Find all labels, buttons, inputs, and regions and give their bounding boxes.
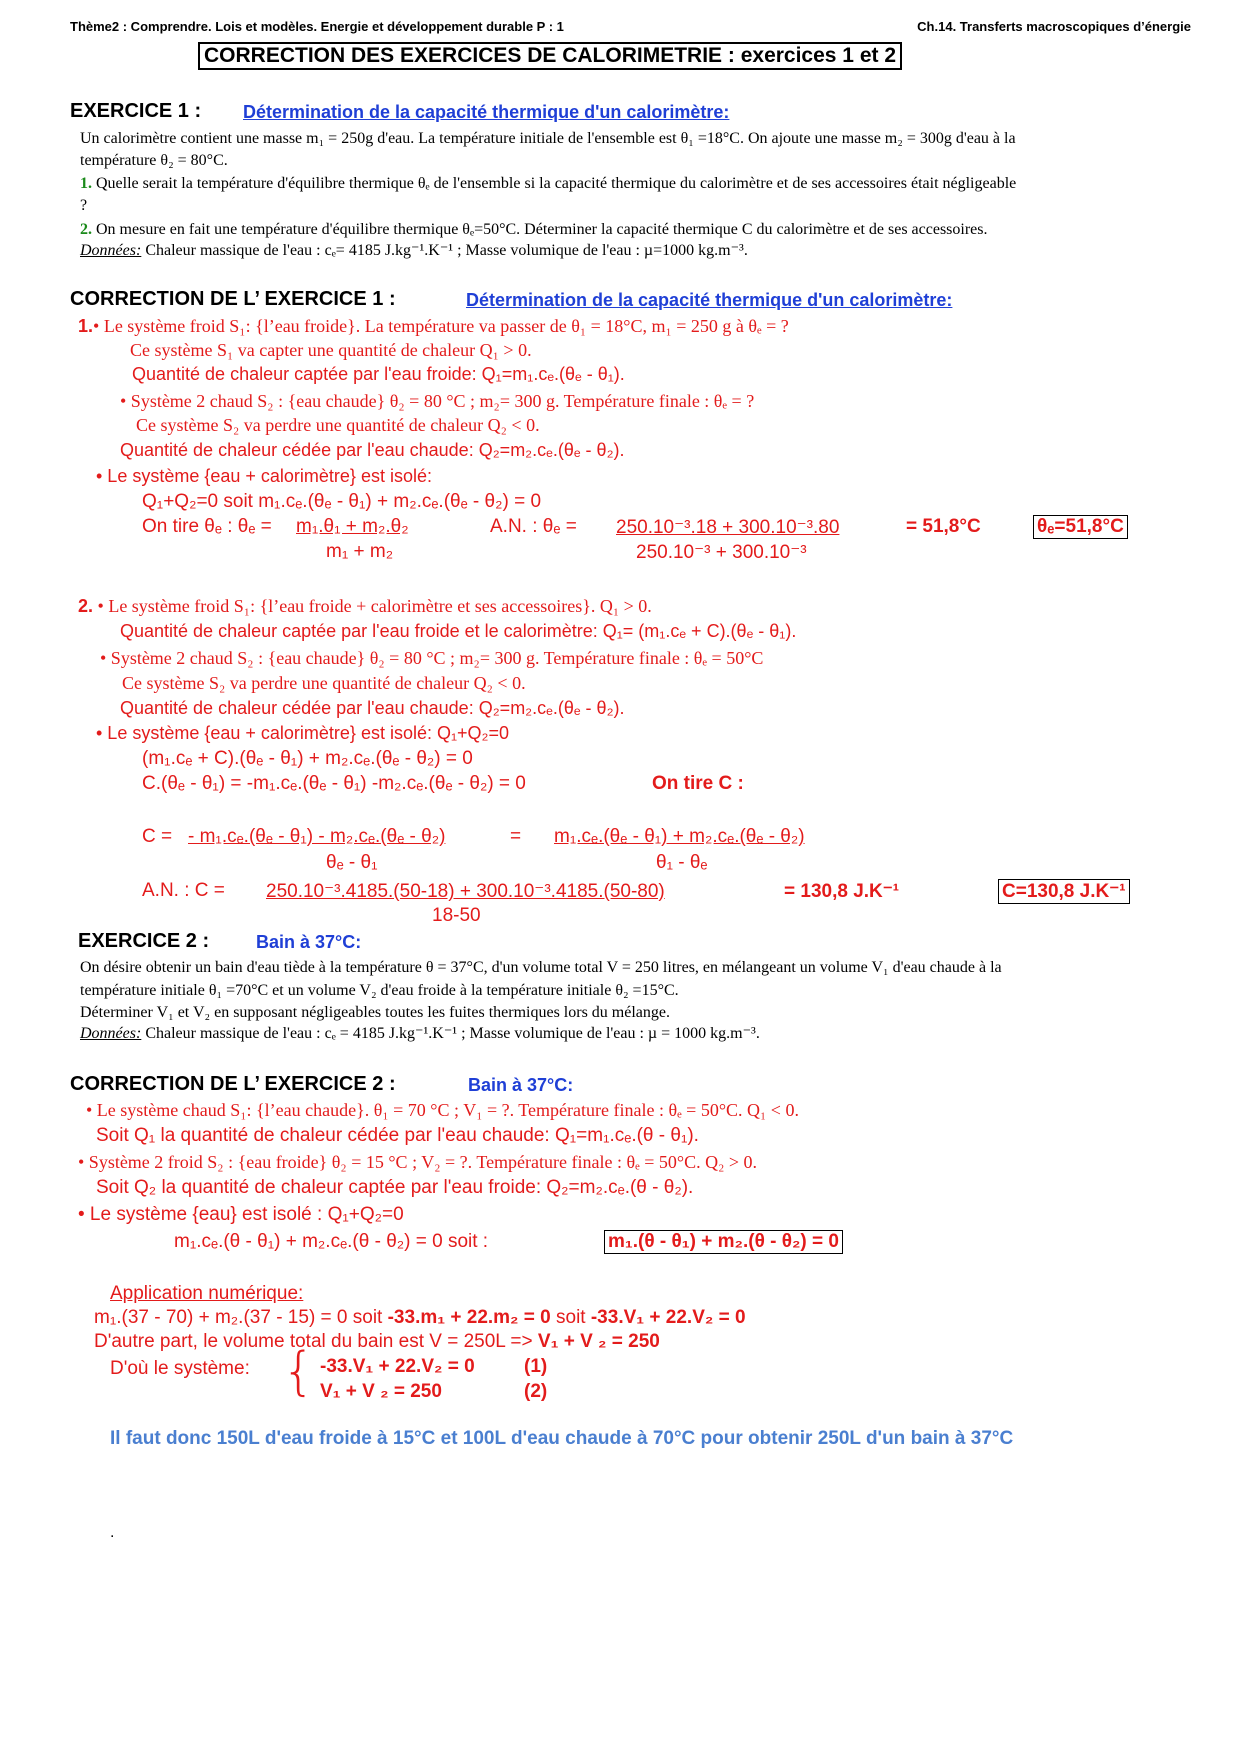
- ex1-q2-number: 2.: [80, 221, 92, 238]
- corr2-an-l1a: m₁.(37 - 70) + m₂.(37 - 15) = 0 soit: [94, 1307, 388, 1328]
- ex1-subtitle: Détermination de la capacité thermique d'un calorimètre:: [243, 102, 730, 122]
- corr1-p2-an: A.N. : C =: [142, 880, 225, 901]
- corr2-line1: • Le système chaud S₁: {l’eau chaude}. θ₁ = 70 °C ; V₁ = ?. Température finale : θₑ = 50°C. Q₁ < 0.: [86, 1100, 799, 1120]
- corr2-line5: • Le système {eau} est isolé : Q₁+Q₂=0: [78, 1204, 404, 1225]
- corr1-p2-an-den: 18-50: [432, 905, 481, 926]
- corr2-an-l1d: -33.V₁ + 22.V₂ = 0: [590, 1307, 746, 1328]
- corr1-p1-equation: Q₁+Q₂=0 soit m₁.cₑ.(θₑ - θ₁) + m₂.cₑ.(θₑ - θ₂) = 0: [142, 491, 542, 512]
- corr1-p2-an-num: 250.10⁻³.4185.(50-18) + 300.10⁻³.4185.(50-80): [266, 881, 665, 902]
- corr1-p2-line8: C.(θₑ - θ₁) = -m₁.cₑ.(θₑ - θ₁) -m₂.cₑ.(θₑ - θ₂) = 0: [142, 773, 526, 794]
- corr1-p2-frac2-num: m₁.cₑ.(θₑ - θ₁) + m₂.cₑ.(θₑ - θ₂): [554, 826, 805, 847]
- corr2-an-l2a: D'autre part, le volume total du bain est V = 250L =>: [94, 1331, 538, 1352]
- corr2-conclusion: Il faut donc 150L d'eau froide à 15°C et 100L d'eau chaude à 70°C pour obtenir 250L d'un bain à 37°C: [110, 1428, 1014, 1449]
- corr2-line6-box: m₁.(θ - θ₁) + m₂.(θ - θ₂) = 0: [604, 1230, 843, 1254]
- corr1-p1-number: 1.: [78, 316, 94, 336]
- corr2-an-l1c: soit: [550, 1307, 591, 1328]
- header-left: Thème2 : Comprendre. Lois et modèles. Energie et développement durable P : 1: [70, 19, 564, 34]
- corr1-p1-result-box: θₑ=51,8°C: [1033, 515, 1128, 539]
- corr2-an-line1: [94, 1307, 746, 1329]
- corr1-p2-equals: =: [510, 826, 522, 847]
- ex1-question2: [80, 219, 988, 240]
- corr2-system-eq2-num: (2): [524, 1381, 548, 1402]
- corr1-p1-line3: Quantité de chaleur captée par l'eau froide: Q₁=m₁.cₑ.(θₑ - θ₁).: [132, 364, 625, 384]
- corr1-p1-line2: Ce système S₁ va capter une quantité de chaleur Q₁ > 0.: [130, 340, 532, 360]
- corr2-label: CORRECTION DE L’ EXERCICE 2 :: [70, 1073, 396, 1095]
- corr1-p2-on-tire: On tire C :: [652, 773, 744, 794]
- corr2-system-eq2: V₁ + V ₂ = 250: [320, 1381, 442, 1402]
- corr2-an-l2b: V₁ + V ₂ = 250: [537, 1331, 660, 1352]
- corr1-p2-line5: Quantité de chaleur cédée par l'eau chaude: Q₂=m₂.cₑ.(θₑ - θ₂).: [120, 698, 625, 718]
- corr2-subtitle: Bain à 37°C:: [468, 1075, 574, 1095]
- corr1-p2-line3: • Système 2 chaud S₂ : {eau chaude} θ₂ = 80 °C ; m₂= 300 g. Température finale : θₑ = 50°C: [100, 648, 764, 668]
- corr1-p2-frac2-den: θ₁ - θₑ: [656, 852, 708, 873]
- corr1-p2-frac1-num: - m₁.cₑ.(θₑ - θ₁) - m₂.cₑ.(θₑ - θ₂): [188, 826, 446, 847]
- corr2-line6: m₁.cₑ.(θ - θ₁) + m₂.cₑ.(θ - θ₂) = 0 soit :: [174, 1231, 489, 1252]
- ex1-question1-end: ?: [80, 197, 88, 214]
- corr2-line2: Soit Q₁ la quantité de chaleur cédée par l'eau chaude: Q₁=m₁.cₑ.(θ - θ₁).: [96, 1125, 699, 1146]
- corr1-p1-line6: Quantité de chaleur cédée par l'eau chaude: Q₂=m₂.cₑ.(θₑ - θ₂).: [120, 440, 625, 460]
- ex2-line3: Déterminer V₁ et V₂ en supposant négligeables toutes les fuites thermiques lors du mélange.: [80, 1004, 670, 1021]
- ex2-subtitle: Bain à 37°C:: [256, 932, 362, 952]
- ex1-line1: Un calorimètre contient une masse m₁ = 250g d'eau. La température initiale de l'ensemble est θ₁ =18°C. On ajoute une masse m₂ = 300g d'eau à la: [80, 130, 1016, 147]
- corr2-line3: • Système 2 froid S₂ : {eau froide} θ₂ = 15 °C ; V₂ = ?. Température finale : θₑ = 50°C. Q₂ > 0.: [78, 1152, 758, 1172]
- ex1-data-label: Données:: [80, 242, 142, 259]
- page-title: CORRECTION DES EXERCICES DE CALORIMETRIE : exercices 1 et 2: [198, 42, 902, 70]
- corr1-p1-line5: Ce système S₂ va perdre une quantité de chaleur Q₂ < 0.: [136, 415, 540, 435]
- ex1-q1-text: Quelle serait la température d'équilibre thermique θₑ de l'ensemble si la capacité thermique du calorimètre et de ses accessoires était négligeable: [92, 175, 1017, 192]
- corr1-p1-frac-num: m₁.θ₁ + m₂.θ₂: [296, 516, 409, 537]
- corr1-p1-line4: • Système 2 chaud S₂ : {eau chaude} θ₂ = 80 °C ; m₂= 300 g. Température finale : θₑ = ?: [120, 391, 755, 411]
- corr1-p1-an-num: 250.10⁻³.18 + 300.10⁻³.80: [616, 517, 840, 538]
- corr1-p2-line2: Quantité de chaleur captée par l'eau froide et le calorimètre: Q₁= (m₁.cₑ + C).(θₑ - θ₁).: [120, 621, 797, 641]
- header-right: Ch.14. Transferts macroscopiques d’énergie: [917, 19, 1191, 34]
- corr2-an-label: Application numérique:: [110, 1283, 304, 1304]
- corr1-p1-an-den: 250.10⁻³ + 300.10⁻³: [636, 542, 807, 563]
- ex2-line1: On désire obtenir un bain d'eau tiède à la température θ = 37°C, d'un volume total V = 250 litres, en mélangeant un volume V₁ d'eau chaude à la: [80, 959, 1002, 976]
- ex2-label: EXERCICE 2 :: [78, 930, 210, 952]
- corr1-p1-on-tire: On tire θₑ : θₑ =: [142, 516, 272, 537]
- corr1-p2-c: C =: [142, 826, 173, 847]
- corr1-p2-line4: Ce système S₂ va perdre une quantité de chaleur Q₂ < 0.: [122, 673, 526, 693]
- corr1-p1-an: A.N. : θₑ =: [490, 516, 577, 537]
- corr2-line4: Soit Q₂ la quantité de chaleur captée par l'eau froide: Q₂=m₂.cₑ.(θ - θ₂).: [96, 1177, 694, 1198]
- corr2-system-eq1-num: (1): [524, 1356, 548, 1377]
- corr1-p2-number: 2.: [78, 596, 94, 616]
- ex2-data: [80, 1023, 760, 1044]
- corr1-label: CORRECTION DE L’ EXERCICE 1 :: [70, 288, 396, 310]
- ex1-line2: température θ₂ = 80°C.: [80, 152, 228, 169]
- corr1-p1-frac-den: m₁ + m₂: [326, 541, 394, 562]
- corr1-p2-line7: (m₁.cₑ + C).(θₑ - θ₁) + m₂.cₑ.(θₑ - θ₂) = 0: [142, 748, 473, 769]
- corr1-p2-frac1-den: θₑ - θ₁: [326, 852, 378, 873]
- corr1-p1-line7: • Le système {eau + calorimètre} est isolé:: [96, 466, 432, 486]
- ex2-data-text: Chaleur massique de l'eau : cₑ = 4185 J.kg⁻¹.K⁻¹ ; Masse volumique de l'eau : µ = 1000 kg.m⁻³.: [141, 1025, 760, 1042]
- system-brace-icon: {: [282, 1342, 316, 1402]
- corr1-p2-line1: [78, 596, 652, 617]
- ex1-question1: [80, 173, 1016, 194]
- ex1-data-text: Chaleur massique de l'eau : cₑ= 4185 J.kg⁻¹.K⁻¹ ; Masse volumique de l'eau : µ=1000 kg.m⁻³.: [141, 242, 748, 259]
- corr2-system-eq1: -33.V₁ + 22.V₂ = 0: [320, 1356, 475, 1377]
- footer-dot: .: [110, 1524, 115, 1541]
- corr1-p2-line6: • Le système {eau + calorimètre} est isolé: Q₁+Q₂=0: [96, 723, 510, 743]
- ex1-q1-number: 1.: [80, 175, 92, 192]
- corr1-p2-result-box: C=130,8 J.K⁻¹: [998, 879, 1130, 904]
- corr2-system-label: D'où le système:: [110, 1358, 250, 1379]
- ex1-label: EXERCICE 1 :: [70, 100, 202, 122]
- ex1-data: [80, 240, 748, 261]
- corr2-an-l1b: -33.m₁ + 22.m₂ = 0: [387, 1307, 551, 1328]
- corr1-p2-result: = 130,8 J.K⁻¹: [784, 881, 900, 902]
- corr1-subtitle: Détermination de la capacité thermique d'un calorimètre:: [466, 290, 953, 310]
- corr2-an-line2: [94, 1331, 660, 1353]
- ex2-data-label: Données:: [80, 1025, 142, 1042]
- corr1-p2-text: • Le système froid S₁: {l’eau froide + calorimètre et ses accessoires}. Q₁ > 0.: [93, 596, 652, 616]
- ex2-line2: température initiale θ₁ =70°C et un volume V₂ d'eau froide à la température initiale θ₂ =15°C.: [80, 982, 679, 999]
- corr1-p1-text: • Le système froid S₁: {l’eau froide}. La température va passer de θ₁ = 18°C, m₁ = 250 g à θₑ = ?: [93, 316, 789, 336]
- corr1-p1-result: = 51,8°C: [906, 516, 981, 537]
- corr1-p1-line1: [78, 316, 789, 337]
- ex1-q2-text: On mesure en fait une température d'équilibre thermique θₑ=50°C. Déterminer la capacité thermique C du calorimètre et de ses accessoires.: [92, 221, 988, 238]
